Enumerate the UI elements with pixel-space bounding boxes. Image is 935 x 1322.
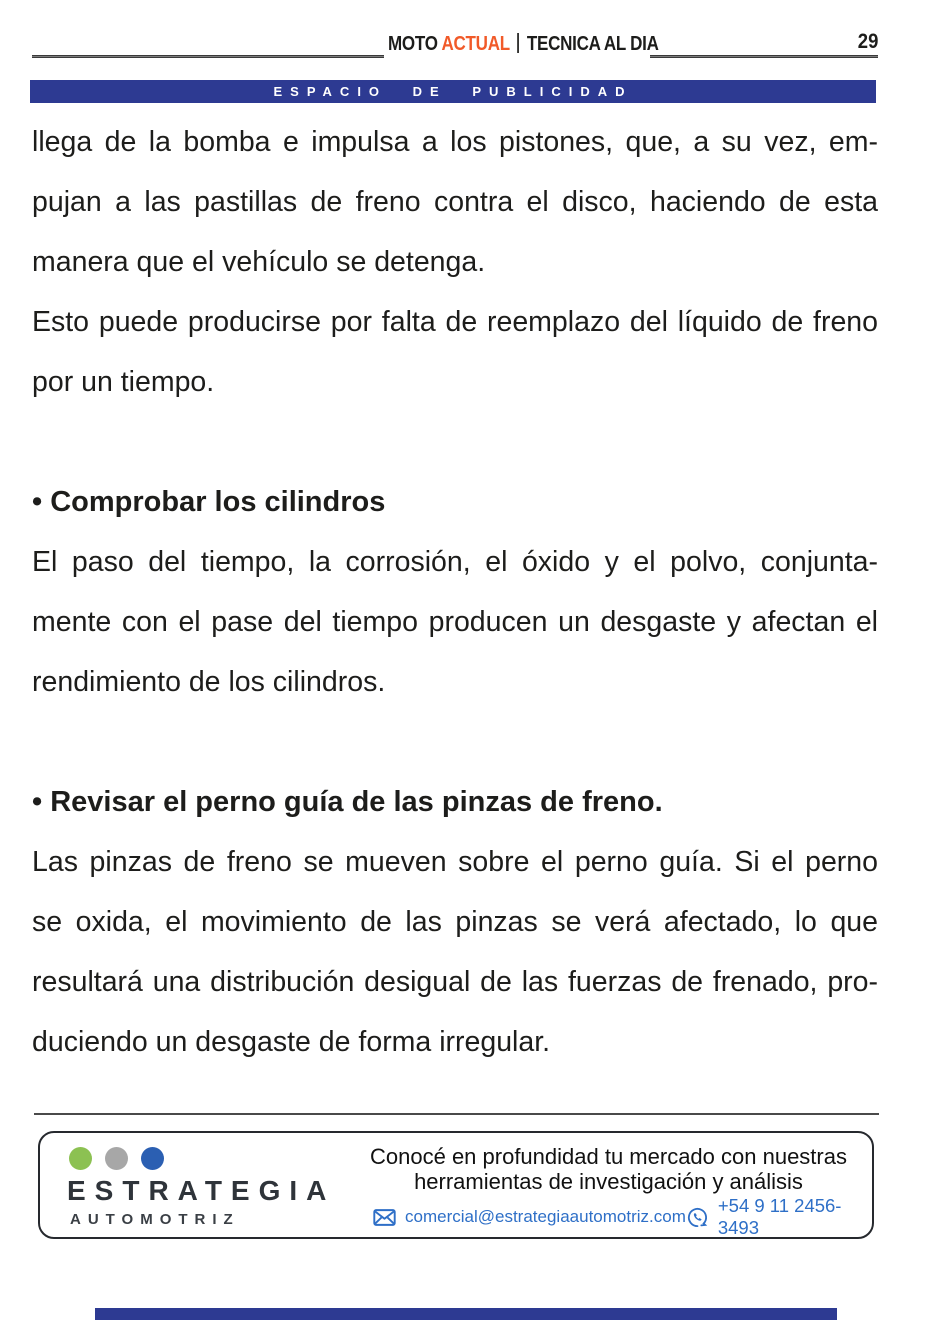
header-rule-left	[32, 55, 384, 58]
masthead-section: TECNICA AL DIA	[526, 33, 659, 55]
paragraph-line: duciendo un desgaste de forma irregular.	[32, 1026, 551, 1058]
bottom-page-bar	[95, 1308, 837, 1320]
paragraph-line: Esto puede producirse por falta de reemplazo del líquido de freno	[32, 306, 878, 338]
logo-name: ESTRATEGIA	[67, 1175, 336, 1206]
estrategia-ad-box	[38, 1131, 874, 1239]
whatsapp-icon	[686, 1206, 709, 1229]
footer-rule	[34, 1113, 879, 1115]
article-body	[32, 112, 878, 1072]
paragraph-line: rendimiento de los cilindros.	[32, 666, 386, 698]
email-text: comercial@estrategiaautomotriz.com	[405, 1207, 686, 1226]
paragraph-line: El paso del tiempo, la corrosión, el óxido y el polvo, conjunta-	[32, 546, 878, 578]
paragraph-line: pujan a las pastillas de freno contra el disco, haciendo de esta	[32, 186, 878, 218]
envelope-icon	[373, 1209, 396, 1226]
page-number: 29	[857, 30, 878, 53]
advertising-banner: ESPACIO DE PUBLICIDAD	[30, 80, 876, 103]
header-rule-right	[650, 55, 878, 58]
gray-dot-icon	[105, 1147, 128, 1170]
paragraph-line: manera que el vehículo se detenga.	[32, 246, 486, 278]
paragraph-line: resultará una distribución desigual de las fuerzas de frenado, pro-	[32, 966, 878, 998]
blue-dot-icon	[141, 1147, 164, 1170]
masthead-brand-accent: ACTUAL	[441, 33, 510, 55]
paragraph-line: Las pinzas de freno se mueven sobre el perno guía. Si el perno	[32, 846, 878, 878]
email-link[interactable]	[373, 1207, 686, 1227]
masthead-brand: MOTO	[388, 33, 438, 55]
ad-contact-row	[373, 1195, 858, 1239]
masthead	[388, 33, 659, 56]
masthead-divider	[518, 33, 520, 53]
ad-right-column	[345, 1133, 872, 1237]
paragraph-line: llega de la bomba e impulsa a los pistones, que, a su vez, em-	[32, 126, 878, 158]
whatsapp-link[interactable]	[686, 1195, 858, 1239]
ad-tagline-line1: Conocé en profundidad tu mercado con nuestras	[370, 1144, 847, 1169]
paragraph-line: por un tiempo.	[32, 366, 215, 398]
green-dot-icon	[69, 1147, 92, 1170]
estrategia-logo	[40, 1133, 345, 1237]
logo-subtitle: AUTOMOTRIZ	[70, 1211, 240, 1228]
paragraph-line: mente con el pase del tiempo producen un desgaste y afectan el	[32, 606, 878, 638]
section-heading-cilindros: • Comprobar los cilindros	[32, 486, 386, 518]
phone-text: +54 9 11 2456-3493	[717, 1195, 842, 1238]
paragraph-line: se oxida, el movimiento de las pinzas se verá afectado, lo que	[32, 906, 878, 938]
section-heading-perno-guia: • Revisar el perno guía de las pinzas de freno.	[32, 786, 663, 818]
logo-dots	[69, 1147, 345, 1170]
ad-tagline-line2: herramientas de investigación y análisis	[414, 1169, 803, 1194]
